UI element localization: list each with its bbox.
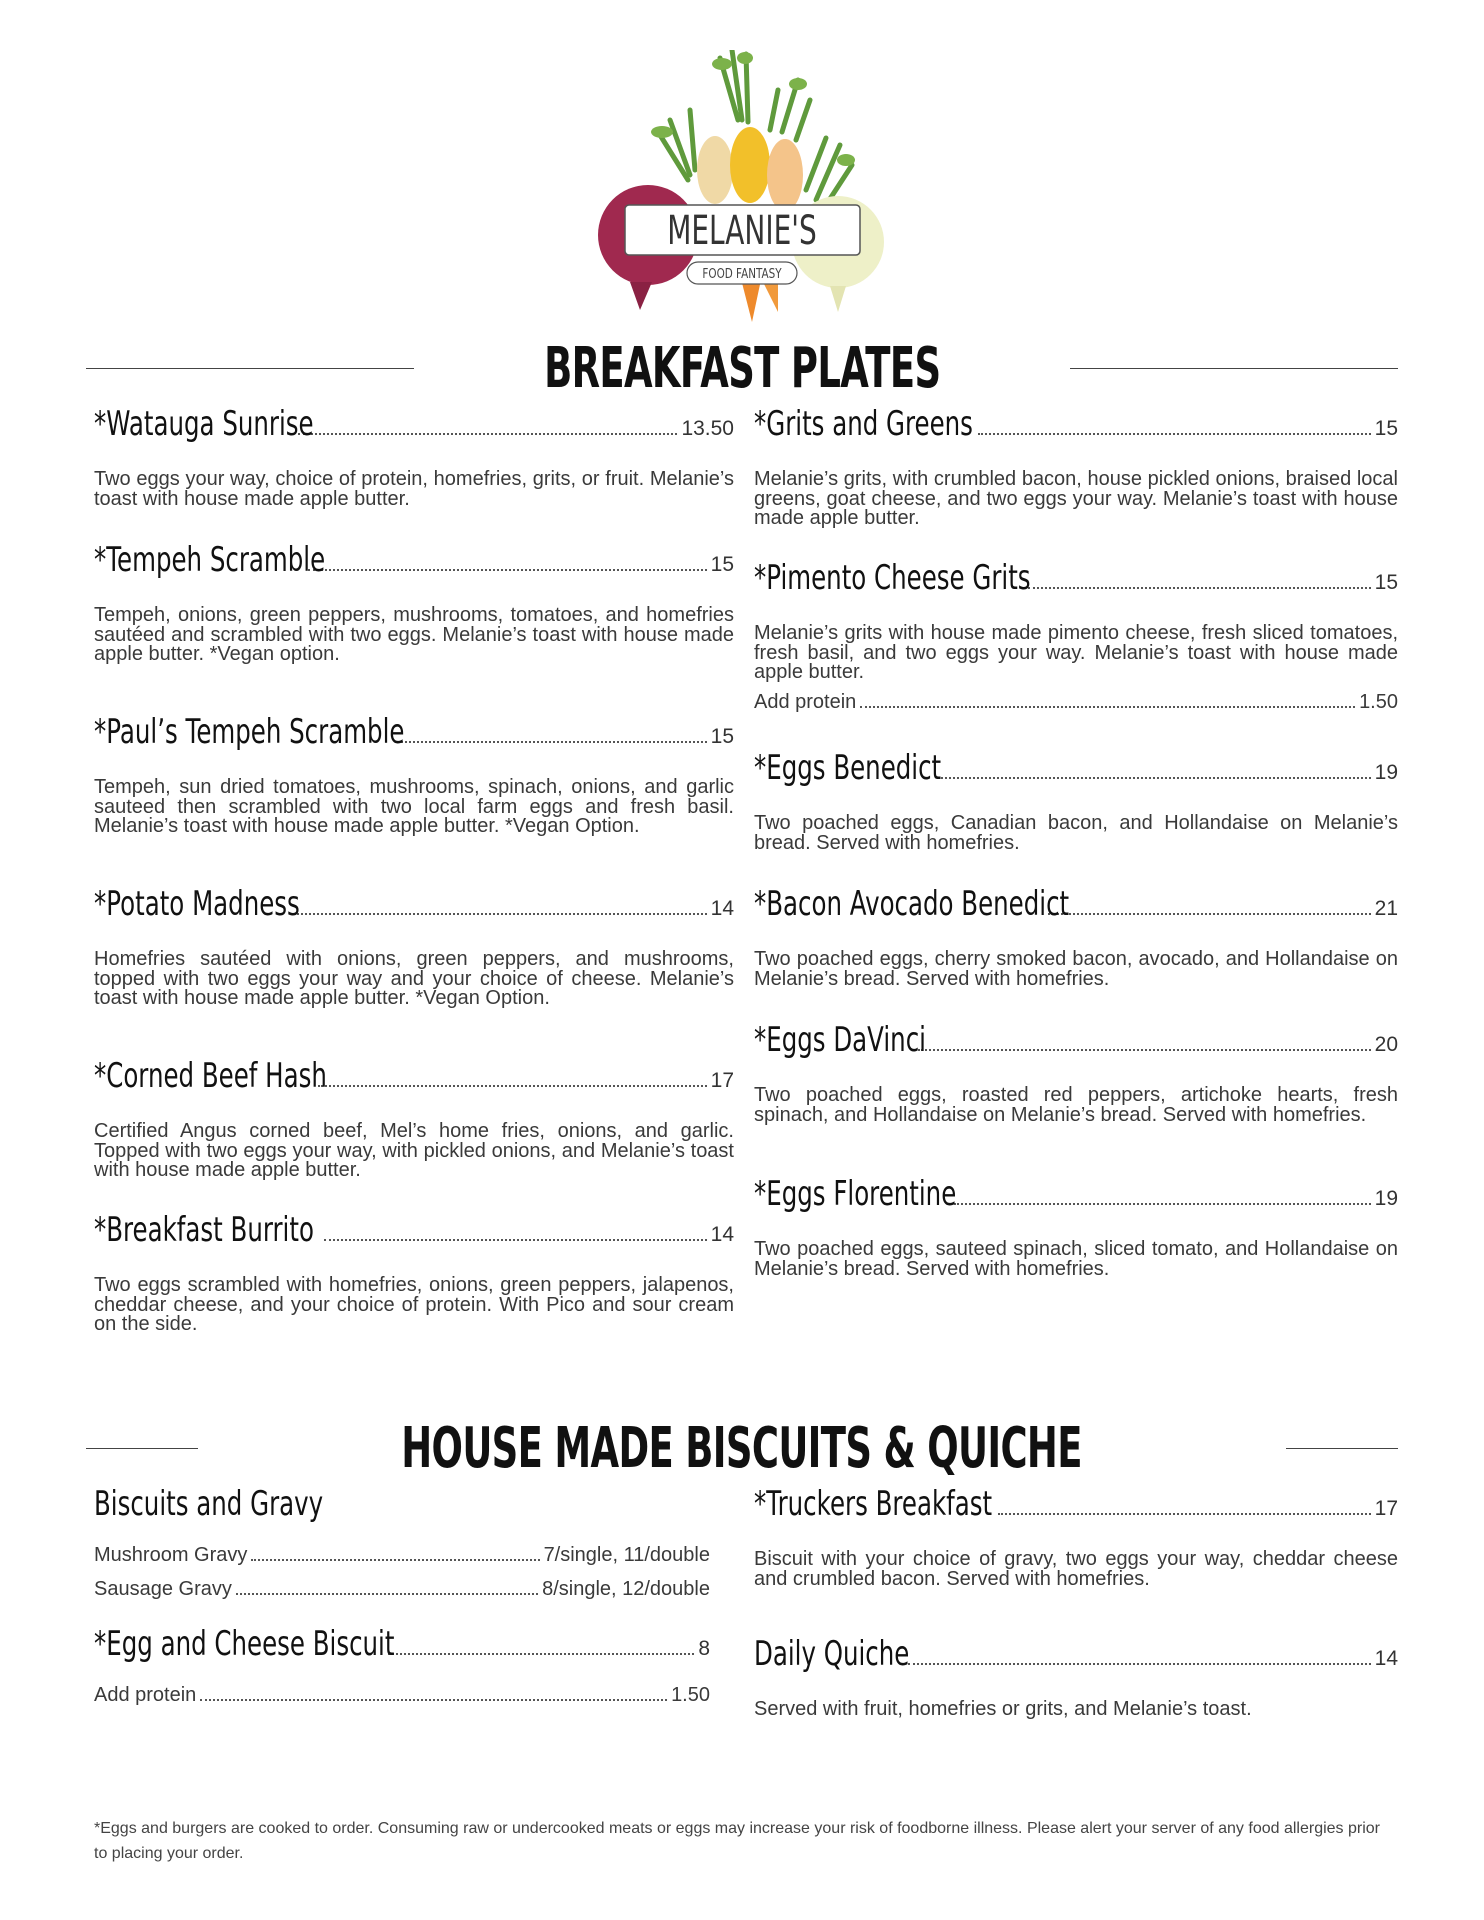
item-name: *Bacon Avocado Benedict	[754, 884, 1070, 924]
item-price: 15	[1374, 417, 1398, 440]
item-price: 15	[1374, 571, 1398, 594]
item-description: Homefries sautéed with onions, green peppers, and mushrooms, topped with two eggs your way and your choice of cheese. Melanie’s toast with house made apple butter. *Vegan Option.	[94, 948, 734, 1009]
item-name: *Truckers Breakfast	[754, 1484, 993, 1524]
gravy-title: Biscuits and Gravy	[94, 1484, 324, 1524]
breakfast-header	[86, 328, 1398, 408]
item-price: 19	[1374, 1187, 1398, 1210]
menu-item	[94, 540, 734, 712]
item-name: *Potato Madness	[94, 884, 300, 924]
item-name: *Pimento Cheese Grits	[754, 558, 1031, 598]
menu-item	[754, 1174, 1398, 1279]
item-name: *Paul’s Tempeh Scramble	[94, 712, 405, 752]
divider	[1286, 1448, 1398, 1449]
biscuits-right-column	[754, 1484, 1398, 1720]
leader-dots	[918, 1048, 1371, 1051]
leader-dots	[908, 1662, 1371, 1665]
item-name: *Corned Beef Hash	[94, 1056, 327, 1096]
item-price: 14	[710, 1223, 734, 1246]
item-name: *Watauga Sunrise	[94, 404, 314, 444]
divider	[1070, 368, 1398, 369]
addon-price: 1.50	[671, 1684, 710, 1706]
gravy-option	[94, 1544, 710, 1578]
add-protein-line	[94, 1684, 710, 1718]
leader-dots	[1028, 586, 1371, 589]
menu-item	[754, 1634, 1398, 1720]
leader-dots	[954, 1202, 1371, 1205]
divider	[86, 1448, 198, 1449]
gravy-price: 8/single, 12/double	[542, 1578, 710, 1600]
logo-tagline: FOOD FANTASY	[702, 265, 782, 282]
menu-item	[754, 1484, 1398, 1634]
menu-item	[754, 1020, 1398, 1174]
leader-dots	[318, 1084, 707, 1087]
biscuits-left-column	[94, 1484, 710, 1718]
addon-label: Add protein	[754, 690, 857, 713]
item-price: 14	[1374, 1647, 1398, 1670]
addon-price: 1.50	[1359, 690, 1398, 713]
item-description: Two poached eggs, cherry smoked bacon, avocado, and Hollandaise on Melanie’s bread. Served with homefries.	[754, 948, 1398, 990]
gravy-option	[94, 1578, 710, 1612]
menu-item	[94, 884, 734, 1056]
biscuits-title: HOUSE MADE BISCUITS & QUICHE	[401, 1415, 1083, 1481]
item-description: Melanie’s grits, with crumbled bacon, house pickled onions, braised local greens, goat cheese, and two eggs your way. Melanie’s toast with house made apple butter.	[754, 468, 1398, 529]
item-price: 19	[1374, 761, 1398, 784]
item-description: Certified Angus corned beef, Mel’s home fries, onions, and garlic. Topped with two eggs your way, with pickled onions, and Melanie’s toast with house made apple butter.	[94, 1120, 734, 1181]
breakfast-right-column	[754, 404, 1398, 1279]
leader-dots	[251, 1558, 539, 1561]
menu-item	[94, 712, 734, 884]
leader-dots	[978, 432, 1371, 435]
item-description: Two poached eggs, Canadian bacon, and Hollandaise on Melanie’s bread. Served with homefries.	[754, 812, 1398, 854]
item-description: Two poached eggs, sauteed spinach, sliced tomato, and Hollandaise on Melanie’s bread. Served with homefries.	[754, 1238, 1398, 1280]
breakfast-left-column	[94, 404, 734, 1335]
breakfast-title: BREAKFAST PLATES	[543, 335, 941, 401]
logo-name: MELANIE'S	[667, 208, 817, 255]
item-price: 17	[1374, 1497, 1398, 1520]
item-name: *Eggs Florentine	[754, 1174, 957, 1214]
menu-item	[754, 748, 1398, 884]
leader-dots	[294, 912, 707, 915]
item-price: 15	[710, 725, 734, 748]
menu-item	[94, 1056, 734, 1210]
item-description: Tempeh, sun dried tomatoes, mushrooms, spinach, onions, and garlic sauteed then scrambled with two local farm eggs and fresh basil. Melanie’s toast with house made apple butter. *Vegan Option.	[94, 776, 734, 837]
item-name: *Grits and Greens	[754, 404, 973, 444]
item-name: *Eggs DaVinci	[754, 1020, 926, 1060]
leader-dots	[398, 740, 707, 743]
leader-dots	[860, 705, 1355, 708]
item-name: *Breakfast Burrito	[94, 1210, 314, 1250]
item-description: Two eggs your way, choice of protein, homefries, grits, or fruit. Melanie’s toast with house made apple butter.	[94, 468, 734, 510]
menu-item	[754, 558, 1398, 748]
leader-dots	[236, 1592, 538, 1595]
gravy-label: Sausage Gravy	[94, 1578, 232, 1600]
item-description: Two eggs scrambled with homefries, onions, green peppers, jalapenos, cheddar cheese, and your choice of protein. With Pico and sour cream on the side.	[94, 1274, 734, 1335]
item-name: *Egg and Cheese Biscuit	[94, 1624, 395, 1664]
leader-dots	[998, 1512, 1371, 1515]
item-price: 13.50	[681, 417, 734, 440]
item-name: *Eggs Benedict	[754, 748, 942, 788]
logo	[570, 50, 910, 325]
leader-dots	[308, 568, 707, 571]
item-description: Tempeh, onions, green peppers, mushrooms, tomatoes, and homefries sautéed and scrambled with two eggs. Melanie’s toast with house made apple butter. *Vegan option.	[94, 604, 734, 665]
item-price: 17	[710, 1069, 734, 1092]
menu-item	[754, 884, 1398, 1020]
gravy-label: Mushroom Gravy	[94, 1544, 248, 1566]
menu-item	[94, 404, 734, 540]
add-protein-line	[754, 691, 1398, 725]
menu-item	[754, 404, 1398, 558]
item-description: Biscuit with your choice of gravy, two eggs your way, cheddar cheese and crumbled bacon. Served with homefries.	[754, 1548, 1398, 1590]
item-price: 14	[710, 897, 734, 920]
item-description: Served with fruit, homefries or grits, and Melanie’s toast.	[754, 1698, 1252, 1720]
item-price: 15	[710, 553, 734, 576]
menu-item	[94, 1210, 734, 1335]
gravy-price: 7/single, 11/double	[543, 1544, 710, 1566]
addon-label: Add protein	[94, 1684, 197, 1706]
vegetable-logo-icon	[570, 50, 910, 325]
item-price: 21	[1374, 897, 1398, 920]
allergy-disclaimer: *Eggs and burgers are cooked to order. Consuming raw or undercooked meats or eggs may increase your risk of foodborne illness. Please alert your server of any food allergies prior to placing your order.	[94, 1820, 1380, 1862]
leader-dots	[938, 776, 1371, 779]
biscuits-header	[86, 1408, 1398, 1488]
item-description: Melanie’s grits with house made pimento cheese, fresh sliced tomatoes, fresh basil, and two eggs your way. Melanie’s toast with house made apple butter.	[754, 622, 1398, 683]
divider	[86, 368, 414, 369]
item-price: 20	[1374, 1033, 1398, 1056]
leader-dots	[298, 432, 677, 435]
leader-dots	[200, 1698, 667, 1701]
item-description: Two poached eggs, roasted red peppers, artichoke hearts, fresh spinach, and Hollandaise on Melanie’s bread. Served with homefries.	[754, 1084, 1398, 1126]
item-name: *Tempeh Scramble	[94, 540, 326, 580]
item-name: Daily Quiche	[754, 1634, 910, 1674]
leader-dots	[324, 1238, 707, 1241]
leader-dots	[388, 1652, 694, 1655]
item-price: 8	[698, 1637, 710, 1660]
leader-dots	[1048, 912, 1371, 915]
